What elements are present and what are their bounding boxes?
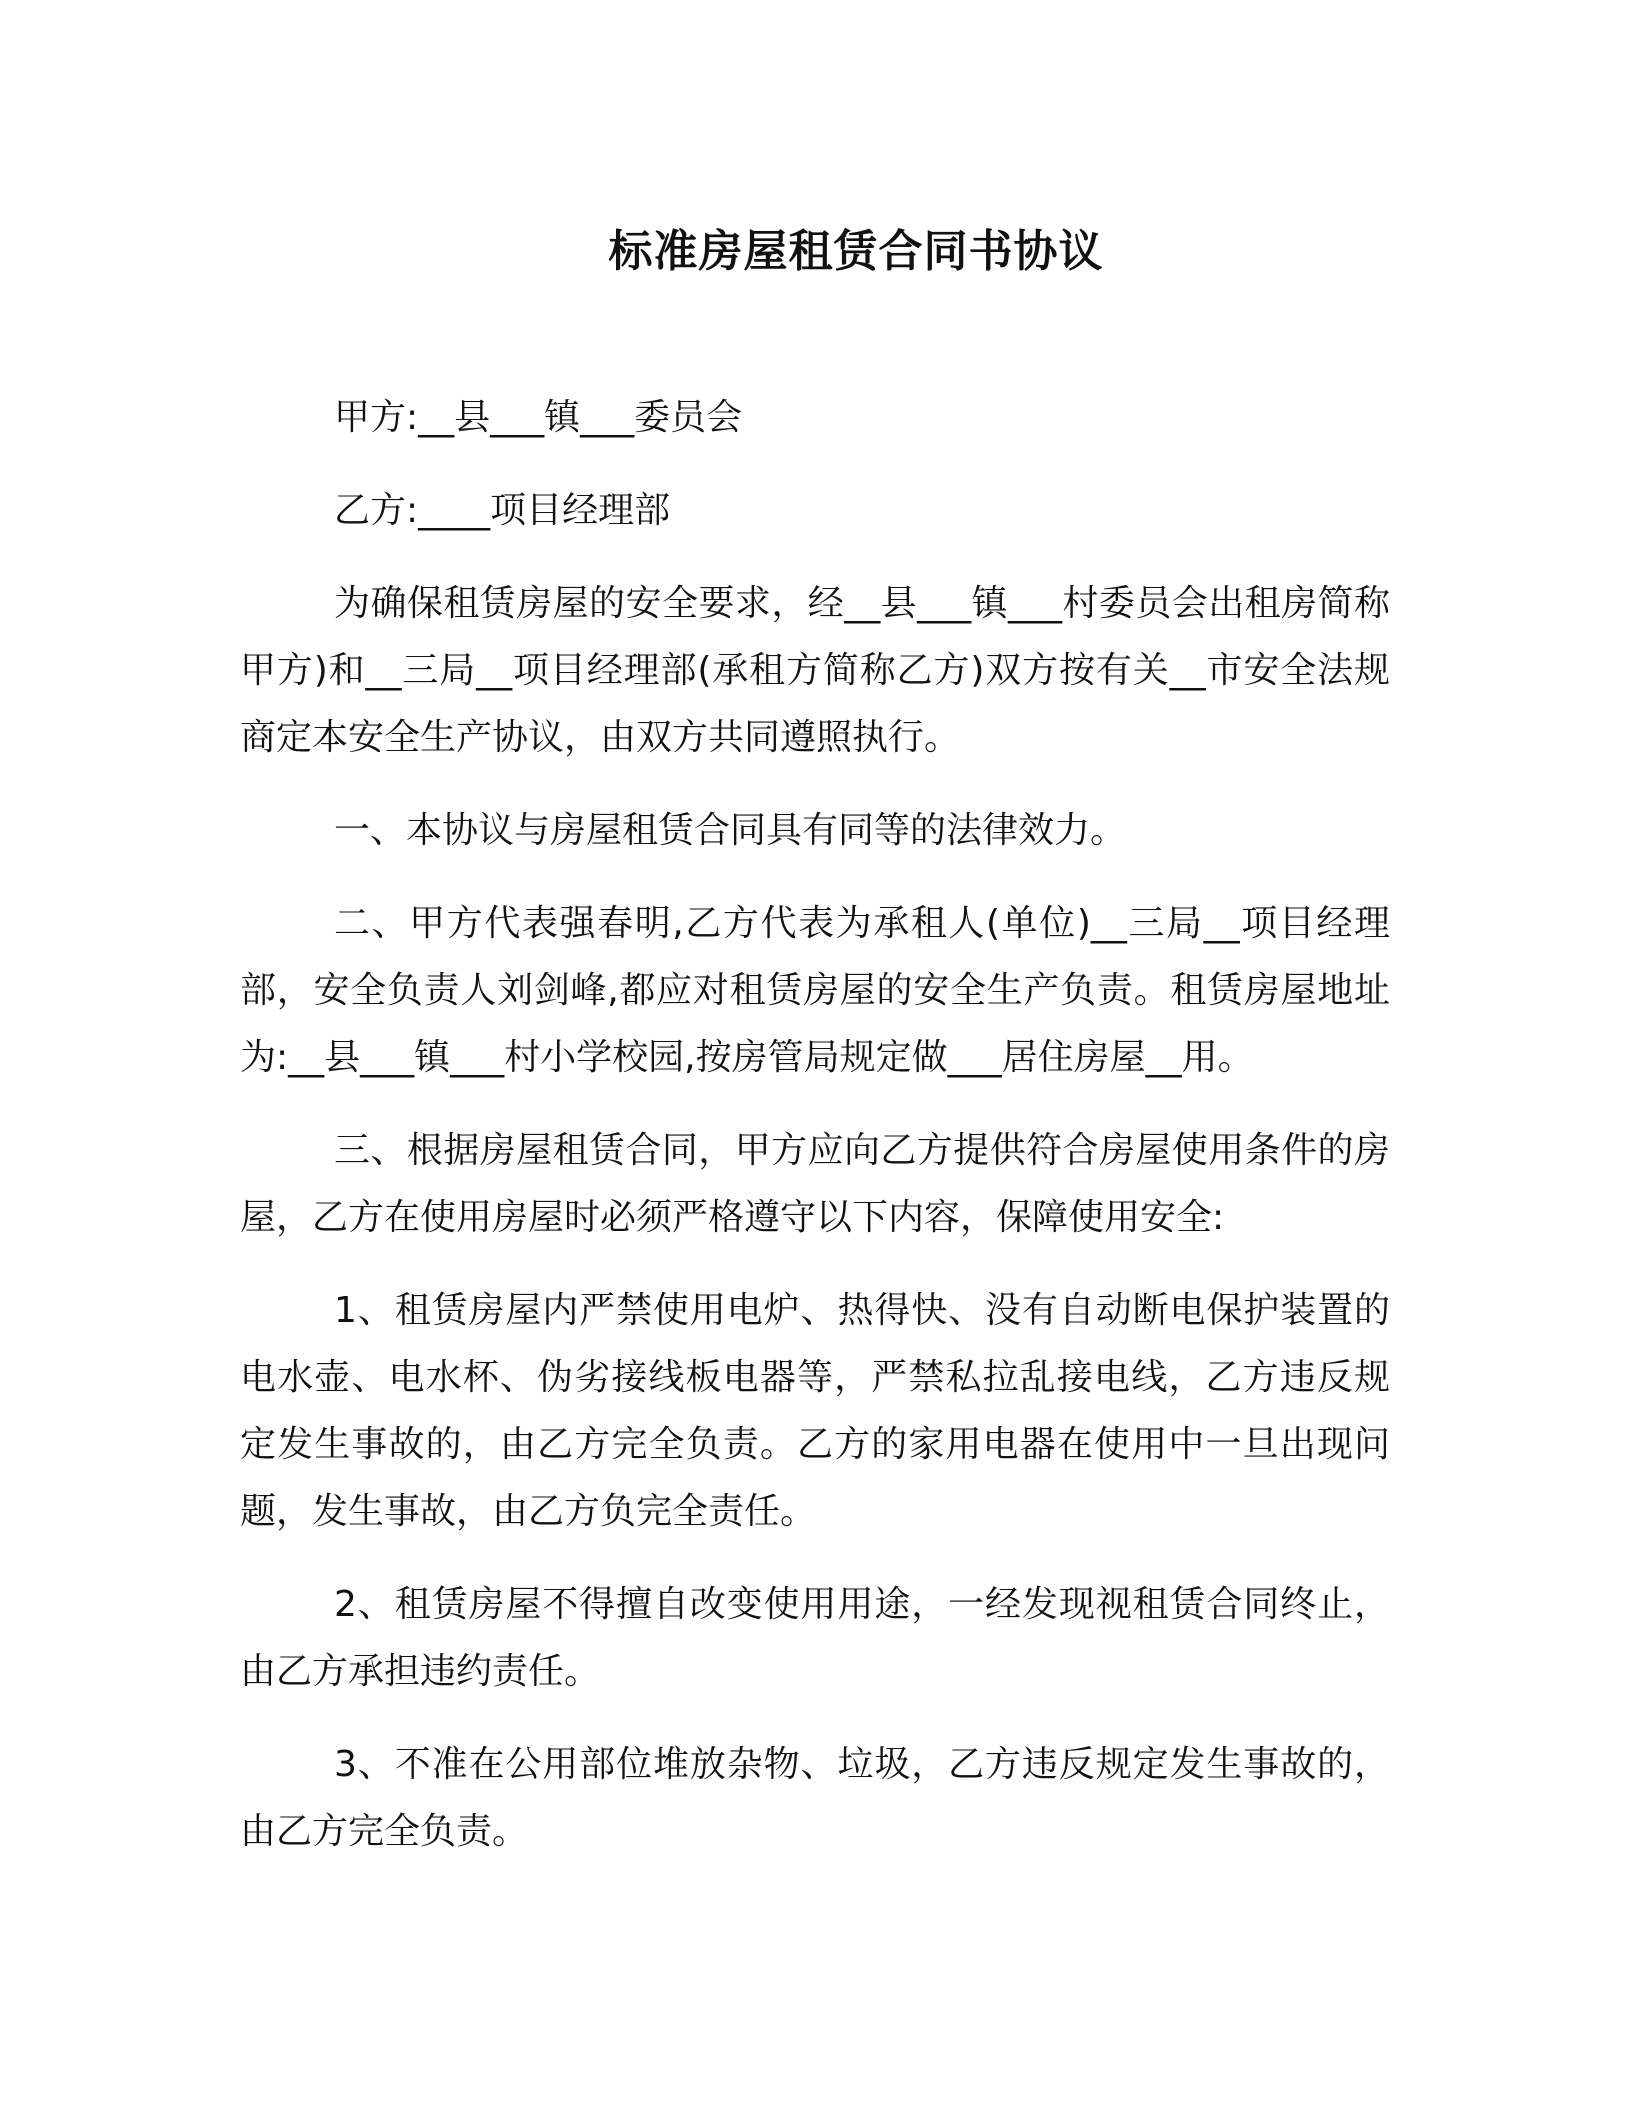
paragraph-intro: 为确保租赁房屋的安全要求，经__县___镇___村委员会出租房简称甲方)和__三局__项目经理部(承租方简称乙方)双方按有关__市安全法规商定本安全生产协议，由双方共同遵照执行。 <box>240 583 1390 758</box>
paragraph-item-3: 3、不准在公用部位堆放杂物、垃圾，乙方违反规定发生事故的，由乙方完全负责。 <box>240 1744 1390 1852</box>
paragraph-item-1: 1、租赁房屋内严禁使用电炉、热得快、没有自动断电保护装置的电水壶、电水杯、伪劣接线板电器等，严禁私拉乱接电线，乙方违反规定发生事故的，由乙方完全负责。乙方的家用电器在使用中一旦出现问题，发生事故，由乙方负完全责任。 <box>240 1290 1390 1532</box>
party-a-line: 甲方:__县___镇___委员会 <box>334 397 743 438</box>
paragraph-clause-3: 三、根据房屋租赁合同，甲方应向乙方提供符合房屋使用条件的房屋，乙方在使用房屋时必须严格遵守以下内容，保障使用安全: <box>240 1130 1390 1238</box>
document-title: 标准房屋租赁合同书协议 <box>608 226 1104 277</box>
party-b-line: 乙方:____项目经理部 <box>334 490 671 531</box>
document-body <box>240 384 1390 1865</box>
paragraph-clause-2: 二、甲方代表强春明,乙方代表为承租人(单位)__三局__项目经理部，安全负责人刘剑峰,都应对租赁房屋的安全生产负责。租赁房屋地址为:__县___镇___村小学校园,按房管局规定做___居住房屋__用。 <box>240 903 1390 1078</box>
paragraph-clause-1: 一、本协议与房屋租赁合同具有同等的法律效力。 <box>334 810 1127 851</box>
paragraph-item-2: 2、租赁房屋不得擅自改变使用用途，一经发现视租赁合同终止，由乙方承担违约责任。 <box>240 1584 1390 1692</box>
